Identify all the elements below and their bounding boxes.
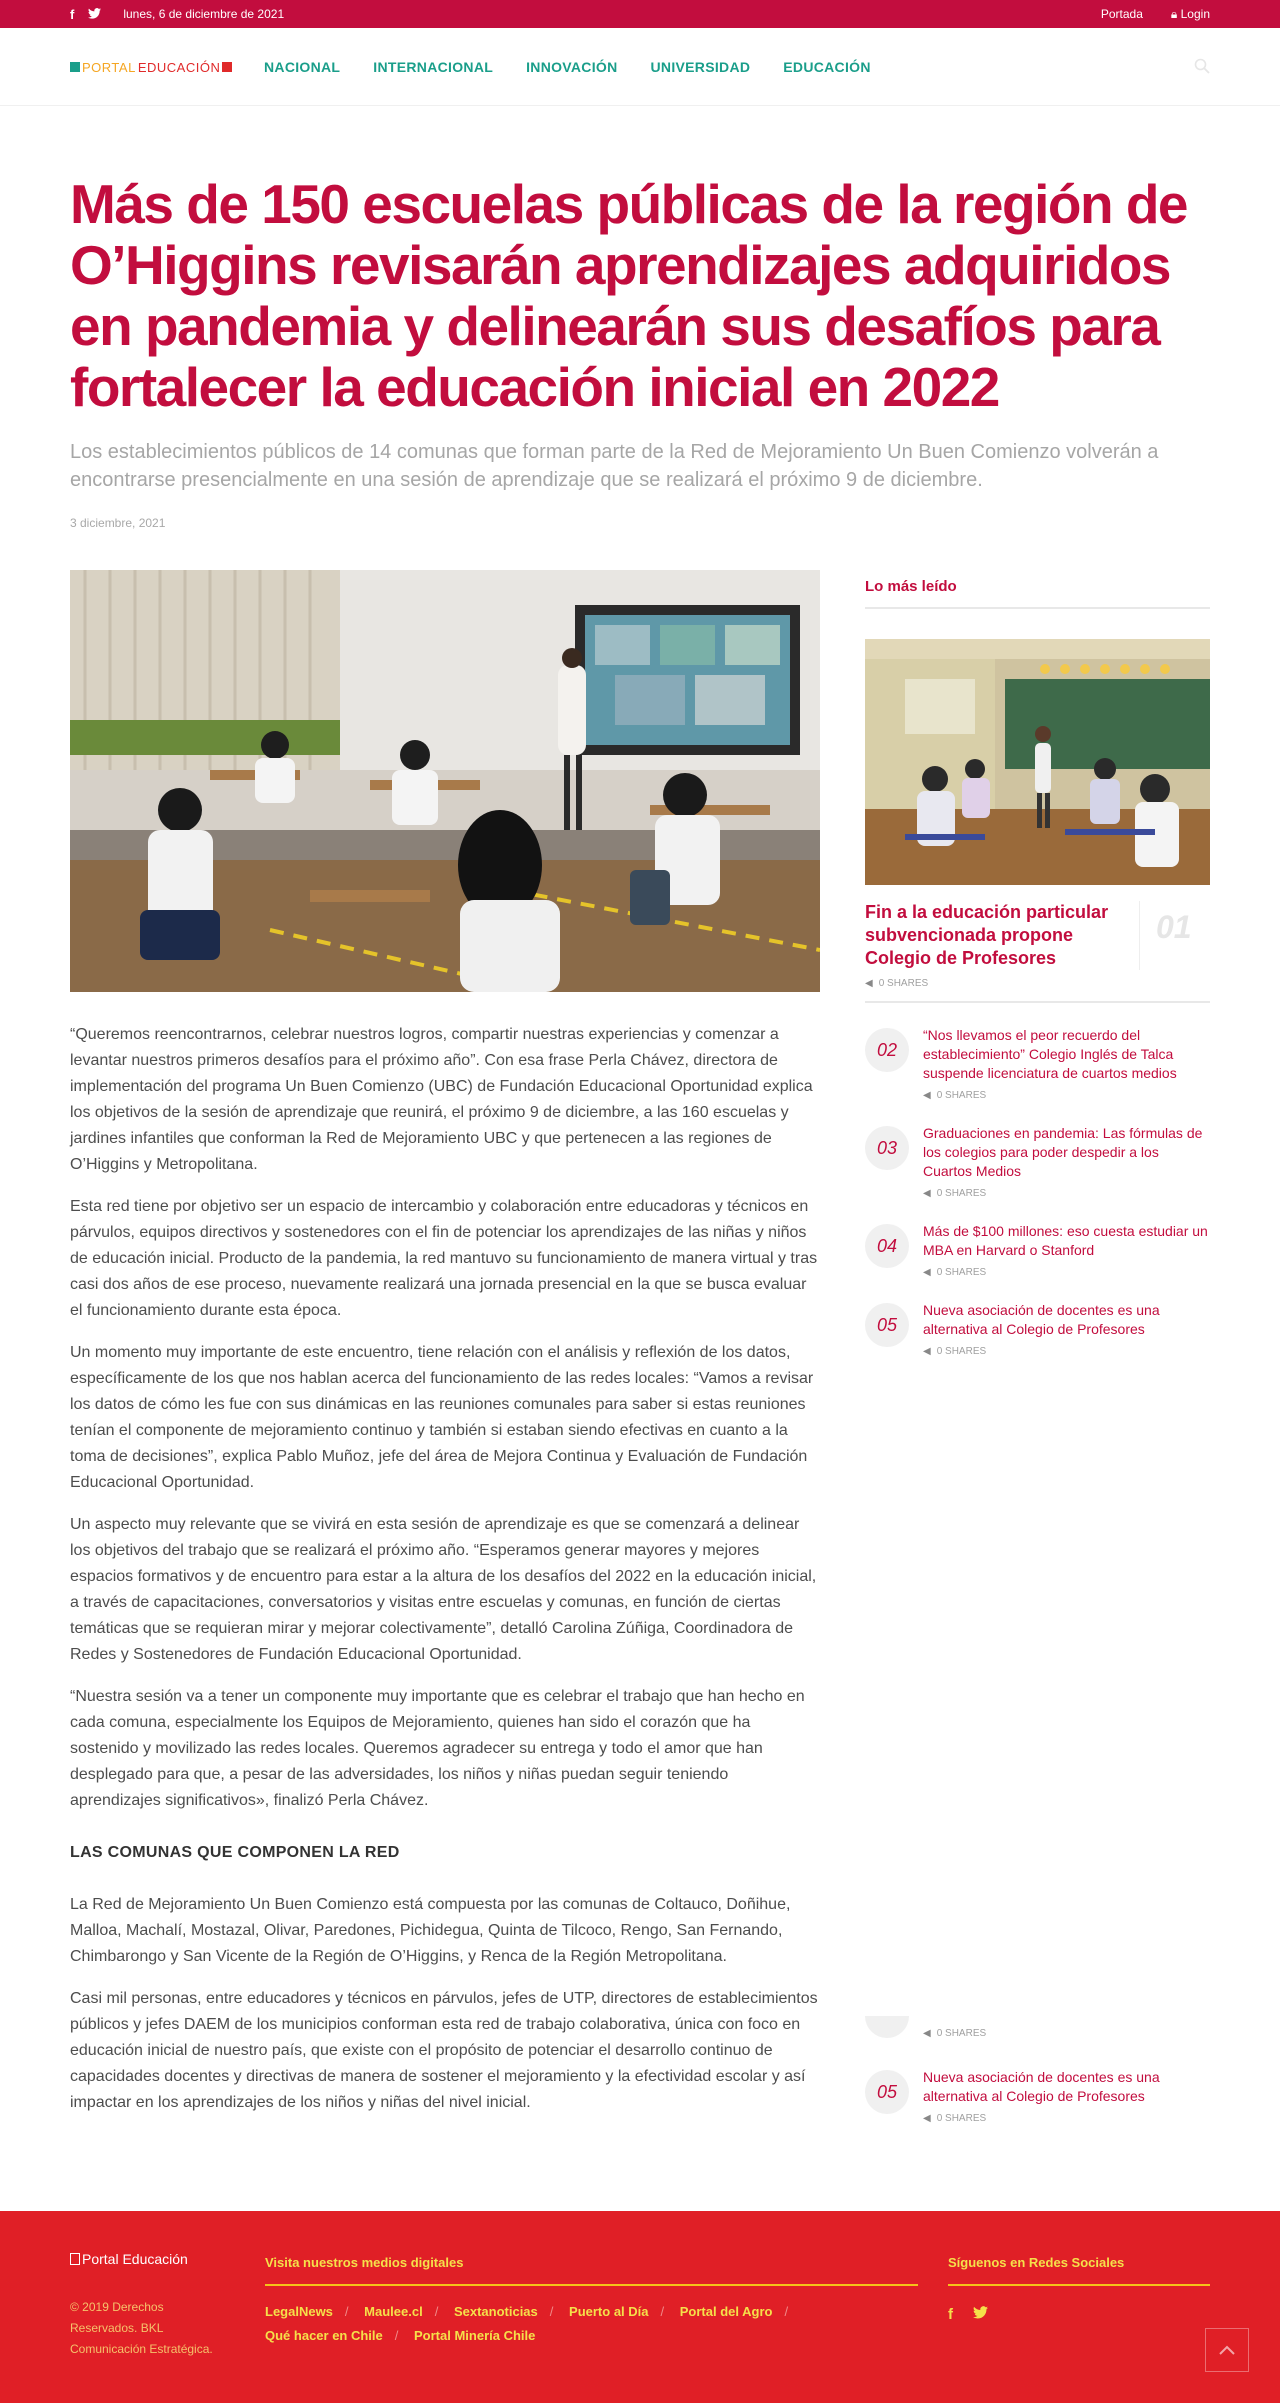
featured-article xyxy=(865,901,1210,970)
footer-links xyxy=(265,2300,918,2348)
link-separator: / xyxy=(660,2304,665,2319)
nav-item-educacion[interactable]: EDUCACIÓN xyxy=(783,59,871,75)
shares-count: 0 SHARES xyxy=(878,978,929,989)
twitter-icon[interactable] xyxy=(973,2306,988,2323)
rank-number: 03 xyxy=(865,1126,909,1170)
list-item-shares xyxy=(923,2113,1210,2124)
footer-link-legalnews[interactable]: LegalNews xyxy=(265,2304,333,2319)
footer-link-maulee[interactable]: Maulee.cl xyxy=(364,2304,423,2319)
article-paragraph: Un momento muy importante de este encuentro, tiene relación con el análisis y reflexión de los datos, específicamente de los que nos hablan acerca del funcionamiento de las redes locales: “Vamos a revisar los datos de cómo les fue con sus dinámicas en las reuniones comunales para saber si estas reuniones tenían el componente de mejoramiento continuo y también si estaban siendo efectivas en cuanto a la toma de decisiones”, explica Pablo Muñoz, jefe del área de Mejora Continua y Evaluación de Fundación Educacional Oportunidad. xyxy=(70,1344,814,1491)
article-paragraph: “Queremos reencontrarnos, celebrar nuestros logros, compartir nuestras experiencias y comenzar a levantar nuestros primeros desafíos para el próximo año”. Con esa frase Perla Chávez, directora de implementación del programa Un Buen Comienzo (UBC) de Fundación Educacional Oportunidad explica los objetivos de la sesión de aprendizaje que reunirá, el próximo 9 de diciembre, a las 160 escuelas y jardines infantiles que conforman la Red de Mejoramiento UBC y que pertenecen a las regiones de O’Higgins y Metropolitana. xyxy=(70,1026,813,1173)
article-body xyxy=(70,1022,820,2116)
list-item-shares xyxy=(923,1090,1210,1101)
list-item-title[interactable]: “Nos llevamos el peor recuerdo del establecimiento” Colegio Inglés de Talca suspende licenciatura de cuartos medios xyxy=(923,1027,1177,1081)
logo-mark-left xyxy=(70,62,80,72)
clipped-list-item xyxy=(865,2016,1210,2044)
footer-logo[interactable] xyxy=(70,2251,188,2267)
site-footer xyxy=(0,2211,1280,2403)
share-icon[interactable]: ◀ xyxy=(865,978,873,989)
footer-social-heading: Síguenos en Redes Sociales xyxy=(948,2255,1210,2286)
site-logo[interactable] xyxy=(70,60,264,75)
facebook-icon[interactable]: f xyxy=(70,6,75,22)
featured-image[interactable] xyxy=(865,639,1210,885)
nav-item-nacional[interactable]: NACIONAL xyxy=(264,59,341,75)
footer-media-heading: Visita nuestros medios digitales xyxy=(265,2255,918,2286)
shares-count: 0 SHARES xyxy=(936,2113,987,2124)
link-separator: / xyxy=(549,2304,554,2319)
list-item xyxy=(865,1026,1210,1101)
article-paragraph: “Nuestra sesión va a tener un componente muy importante que es celebrar el trabajo que han hecho en cada comuna, especialmente los Equipos de Mejoramiento, quienes han sido el corazón que ha sostenido y movilizado las redes locales. Queremos agradecer su entrega y todo el amor que han desplegado para que, a pesar de las adversidades, los niños y niñas puedan seguir teniendo aprendizajes significativos», finalizó Perla Chávez. xyxy=(70,1688,805,1809)
featured-shares xyxy=(865,978,1210,989)
article-hero-image xyxy=(70,570,820,992)
footer-link-puerto-al-dia[interactable]: Puerto al Día xyxy=(569,2304,649,2319)
twitter-icon[interactable] xyxy=(88,7,101,22)
article-paragraph: La Red de Mejoramiento Un Buen Comienzo está compuesta por las comunas de Coltauco, Doñihue, Malloa, Machalí, Mostazal, Olivar, Paredones, Pichidegua, Quinta de Tilcoco, Rengo, San Fernando, Chimbarongo y San Vicente de la Región de O’Higgins, y Renca de la Región Metropolitana. xyxy=(70,1896,791,1965)
share-icon[interactable]: ◀ xyxy=(923,2113,931,2124)
list-item-title[interactable]: Graduaciones en pandemia: Las fórmulas de los colegios para poder despedir a los Cuartos Medios xyxy=(923,1125,1203,1179)
sticky-sidebar-fragment xyxy=(865,2016,1210,2124)
scroll-to-top-button[interactable] xyxy=(1205,2328,1249,2372)
article-subtitle: Los establecimientos públicos de 14 comunas que forman parte de la Red de Mejoramiento Un Buen Comienzo volverán a encontrarse presencialmente en una sesión de aprendizaje que se realizará el próximo 9 de diciembre. xyxy=(70,441,1159,491)
list-item xyxy=(865,1301,1210,1357)
list-item-shares xyxy=(923,2028,986,2044)
footer-link-portal-mineria[interactable]: Portal Minería Chile xyxy=(414,2328,536,2343)
list-item xyxy=(865,1222,1210,1278)
chevron-up-icon xyxy=(1219,2345,1235,2355)
logo-mark-right xyxy=(222,62,232,72)
featured-rank-number: 01 xyxy=(1156,909,1192,945)
footer-link-sextanoticias[interactable]: Sextanoticias xyxy=(453,2304,538,2319)
current-date: lunes, 6 de diciembre de 2021 xyxy=(123,7,285,21)
footer-link-portal-del-agro[interactable]: Portal del Agro xyxy=(679,2304,773,2319)
facebook-icon[interactable]: f xyxy=(948,2306,953,2323)
footer-link-que-hacer-en-chile[interactable]: Qué hacer en Chile xyxy=(265,2328,383,2343)
list-item-shares xyxy=(923,1267,1210,1278)
footer-media-links xyxy=(265,2255,918,2348)
link-separator: / xyxy=(394,2328,399,2343)
rank-number: 04 xyxy=(865,1224,909,1268)
list-item-shares xyxy=(923,1188,1210,1199)
top-bar xyxy=(0,0,1280,28)
broken-image-icon xyxy=(70,2253,80,2265)
link-separator: / xyxy=(434,2304,439,2319)
rank-number: 02 xyxy=(865,1028,909,1072)
list-item xyxy=(865,2068,1210,2124)
article-main-column xyxy=(70,570,820,2132)
sidebar-divider xyxy=(865,1001,1210,1003)
footer-social xyxy=(948,2255,1210,2323)
section-heading: LAS COMUNAS QUE COMPONEN LA RED xyxy=(70,1844,400,1861)
search-icon[interactable] xyxy=(1194,58,1210,74)
list-item-title[interactable]: Nueva asociación de docentes es una alternativa al Colegio de Profesores xyxy=(923,1302,1160,1337)
article-date: 3 diciembre, 2021 xyxy=(70,516,166,530)
article-title: Más de 150 escuelas públicas de la región de O’Higgins revisarán aprendizajes adquiridos en pandemia y delinearán sus desafíos para fortalecer la educación inicial en 2022 xyxy=(70,173,1188,418)
site-header xyxy=(0,28,1280,106)
shares-count: 0 SHARES xyxy=(936,1188,987,1199)
list-item-title[interactable]: Nueva asociación de docentes es una alternativa al Colegio de Profesores xyxy=(923,2069,1160,2104)
rank-number: 05 xyxy=(865,1303,909,1347)
login-label: Login xyxy=(1180,6,1210,21)
footer-logo-alt: Portal Educación xyxy=(82,2251,188,2267)
sidebar xyxy=(865,570,1210,1357)
shares-count: 0 SHARES xyxy=(936,1090,987,1101)
share-icon[interactable]: ◀ xyxy=(923,1090,931,1101)
list-item-title[interactable]: Más de $100 millones: eso cuesta estudiar un MBA en Harvard o Stanford xyxy=(923,1223,1208,1258)
nav-item-internacional[interactable]: INTERNACIONAL xyxy=(373,59,494,75)
share-icon[interactable]: ◀ xyxy=(923,2028,931,2039)
link-separator: / xyxy=(344,2304,349,2319)
featured-article-title[interactable]: Fin a la educación particular subvencionada propone Colegio de Profesores xyxy=(865,901,1140,970)
content-area xyxy=(70,570,1210,2190)
article-paragraph: Esta red tiene por objetivo ser un espacio de intercambio y colaboración entre educadoras y técnicos en párvulos, equipos directivos y sostenedores con el fin de potenciar los aprendizajes de las niñas y niños de educación inicial. Producto de la pandemia, la red mantuvo su funcionamiento de manera virtual y tras casi dos años de ese proceso, nuevamente realizará una jornada presencial en la que se busca evaluar el funcionamiento durante esta época. xyxy=(70,1198,818,1319)
nav-item-universidad[interactable]: UNIVERSIDAD xyxy=(650,59,751,75)
logo-text-educacion: EDUCACIÓN xyxy=(137,59,221,75)
list-item xyxy=(865,1124,1210,1199)
share-icon[interactable]: ◀ xyxy=(923,1188,931,1199)
shares-count: 0 SHARES xyxy=(936,1267,987,1278)
footer-copyright: © 2019 Derechos Reservados. BKL Comunicación Estratégica. xyxy=(70,2300,213,2356)
shares-count: 0 SHARES xyxy=(936,2028,987,2039)
share-icon[interactable]: ◀ xyxy=(923,1267,931,1278)
portada-link[interactable]: Portada xyxy=(1100,7,1143,21)
article-header xyxy=(70,106,1210,530)
shares-count: 0 SHARES xyxy=(936,1346,987,1357)
rank-number: 05 xyxy=(865,2070,909,2114)
main-nav xyxy=(264,59,871,75)
rank-number-clipped xyxy=(865,2016,909,2038)
nav-item-innovacion[interactable]: INNOVACIÓN xyxy=(526,59,618,75)
topbar-social xyxy=(70,7,101,22)
list-item-shares xyxy=(923,1346,1210,1357)
logo-text-portal: PORTAL xyxy=(82,59,136,75)
login-link[interactable] xyxy=(1171,7,1210,22)
share-icon[interactable]: ◀ xyxy=(923,1346,931,1357)
article-paragraph: Un aspecto muy relevante que se vivirá en esta sesión de aprendizaje es que se comenzará a delinear los objetivos del trabajo que se realizará el próximo año. “Esperamos generar mayores y mejores espacios formativos y de encuentro para estar a la altura de los desafíos del 2022 en la educación inicial, a través de capacitaciones, conversatorios y visitas entre escuelas y comunas, en función de ciertas temáticas que se requieran mirar y mejorar colectivamente”, detalló Carolina Zúñiga, Coordinadora de Redes y Sostenedores de Fundación Educacional Oportunidad. xyxy=(70,1516,817,1663)
article-paragraph: Casi mil personas, entre educadores y técnicos en párvulos, jefes de UTP, directores de establecimientos públicos y jefes DAEM de los municipios conforman esta red de trabajo colaborativa, única con foco en educación inicial de nuestro país, que existe con el propósito de potenciar el desarrollo continuo de capacidades docentes y directivas de manera de sostener el mejoramiento y la efectividad escolar y así impactar en los aprendizajes de los niños y niñas del nivel inicial. xyxy=(70,1990,818,2111)
link-separator: / xyxy=(784,2304,789,2319)
sidebar-heading: Lo más leído xyxy=(865,570,1210,609)
lock-icon: 🔒︎ xyxy=(1170,6,1178,21)
